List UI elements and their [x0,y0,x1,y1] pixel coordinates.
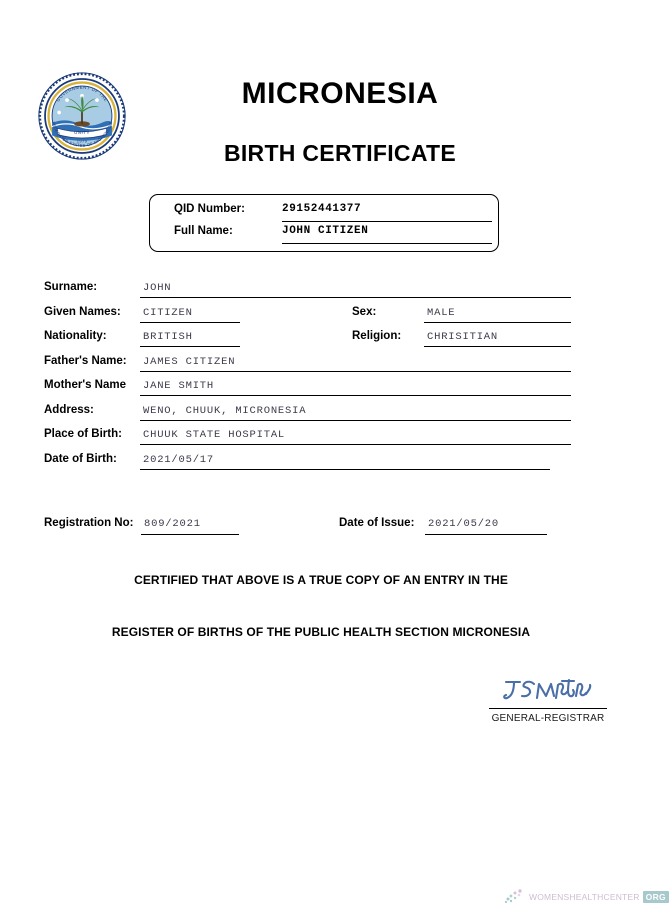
fathers-name-value: JAMES CITIZEN [143,355,236,368]
watermark-badge: ORG [643,891,669,903]
mothers-name-value: JANE SMITH [143,380,215,392]
date-of-birth-rule [140,469,550,470]
document-title: BIRTH CERTIFICATE [223,140,457,166]
sex-rule [424,322,571,323]
signature-caption: GENERAL-REGISTRAR [491,713,605,724]
svg-text:FEDERATED STATES OF MICRONESIA: FEDERATED STATES OF MICRONESIA [50,121,114,148]
place-of-birth-value: CHUUK STATE HOSPITAL [143,429,286,441]
full-name-rule [282,243,492,244]
title-block [140,62,540,168]
registration-no-label: Registration No: [44,517,134,529]
field-row-given-names [0,306,642,331]
date-of-issue-rule [425,534,547,535]
svg-text:UNITY: UNITY [74,130,90,136]
qid-box [149,194,499,252]
certification-line-2: REGISTER OF BIRTHS OF THE PUBLIC HEALTH SECTION MICRONESIA [111,625,531,639]
fathers-name-rule [140,371,571,372]
sex-value: MALE [427,306,456,319]
watermark-text: WOMENSHEALTHCENTER [529,892,640,902]
certificate-header [0,62,642,172]
svg-text:1979: 1979 [76,138,88,144]
nationality-value: BRITISH [143,331,193,343]
mothers-name-rule [140,395,571,396]
svg-text:GOVERNMENT OF THE: GOVERNMENT OF THE [55,84,109,103]
signature-rule [489,708,607,709]
field-row-fathers-name [0,355,642,380]
full-name-label: Full Name: [174,225,233,237]
registration-no-rule [141,534,239,535]
field-row-date-of-birth [0,453,642,478]
certification-line-1: CERTIFIED THAT ABOVE IS A TRUE COPY OF AN ENTRY IN THE [134,573,508,587]
place-of-birth-label: Place of Birth: [44,428,122,440]
field-row-place-of-birth [0,428,642,453]
field-row-address [0,404,642,429]
signature-block [489,676,607,724]
given-names-rule [140,322,240,323]
country-title: MICRONESIA [241,77,439,110]
surname-label: Surname: [44,281,98,293]
nationality-rule [140,346,240,347]
address-rule [140,420,571,421]
date-of-birth-label: Date of Birth: [44,452,117,465]
address-label: Address: [44,403,94,416]
qid-number-rule [282,221,492,222]
field-row-mothers-name [0,379,642,404]
qid-number-value: 29152441377 [282,203,362,215]
given-names-value: CITIZEN [143,306,193,319]
watermark-logo [504,886,666,908]
address-value: WENO, CHUUK, MICRONESIA [143,404,307,417]
fathers-name-label: Father's Name: [44,354,127,367]
fields-section [0,281,642,477]
surname-value: JOHN [143,282,172,294]
religion-label: Religion: [352,330,402,342]
given-names-label: Given Names: [44,305,121,318]
qid-number-label: QID Number: [174,203,245,215]
nationality-label: Nationality: [44,330,107,342]
watermark-dots-icon [504,888,526,906]
signature-mark [489,676,607,708]
mothers-name-label: Mother's Name [44,379,126,391]
date-of-issue-label: Date of Issue: [339,517,415,529]
religion-rule [424,346,571,347]
field-row-surname [0,281,642,306]
place-of-birth-rule [140,444,571,445]
sex-label: Sex: [352,305,377,318]
registration-no-value: 809/2021 [144,518,201,530]
full-name-value: JOHN CITIZEN [282,225,369,237]
religion-value: CHRISITIAN [427,331,499,343]
date-of-issue-value: 2021/05/20 [428,518,500,530]
surname-rule [140,297,571,298]
field-row-nationality [0,330,642,355]
date-of-birth-value: 2021/05/17 [143,453,215,466]
registration-row [0,517,642,543]
